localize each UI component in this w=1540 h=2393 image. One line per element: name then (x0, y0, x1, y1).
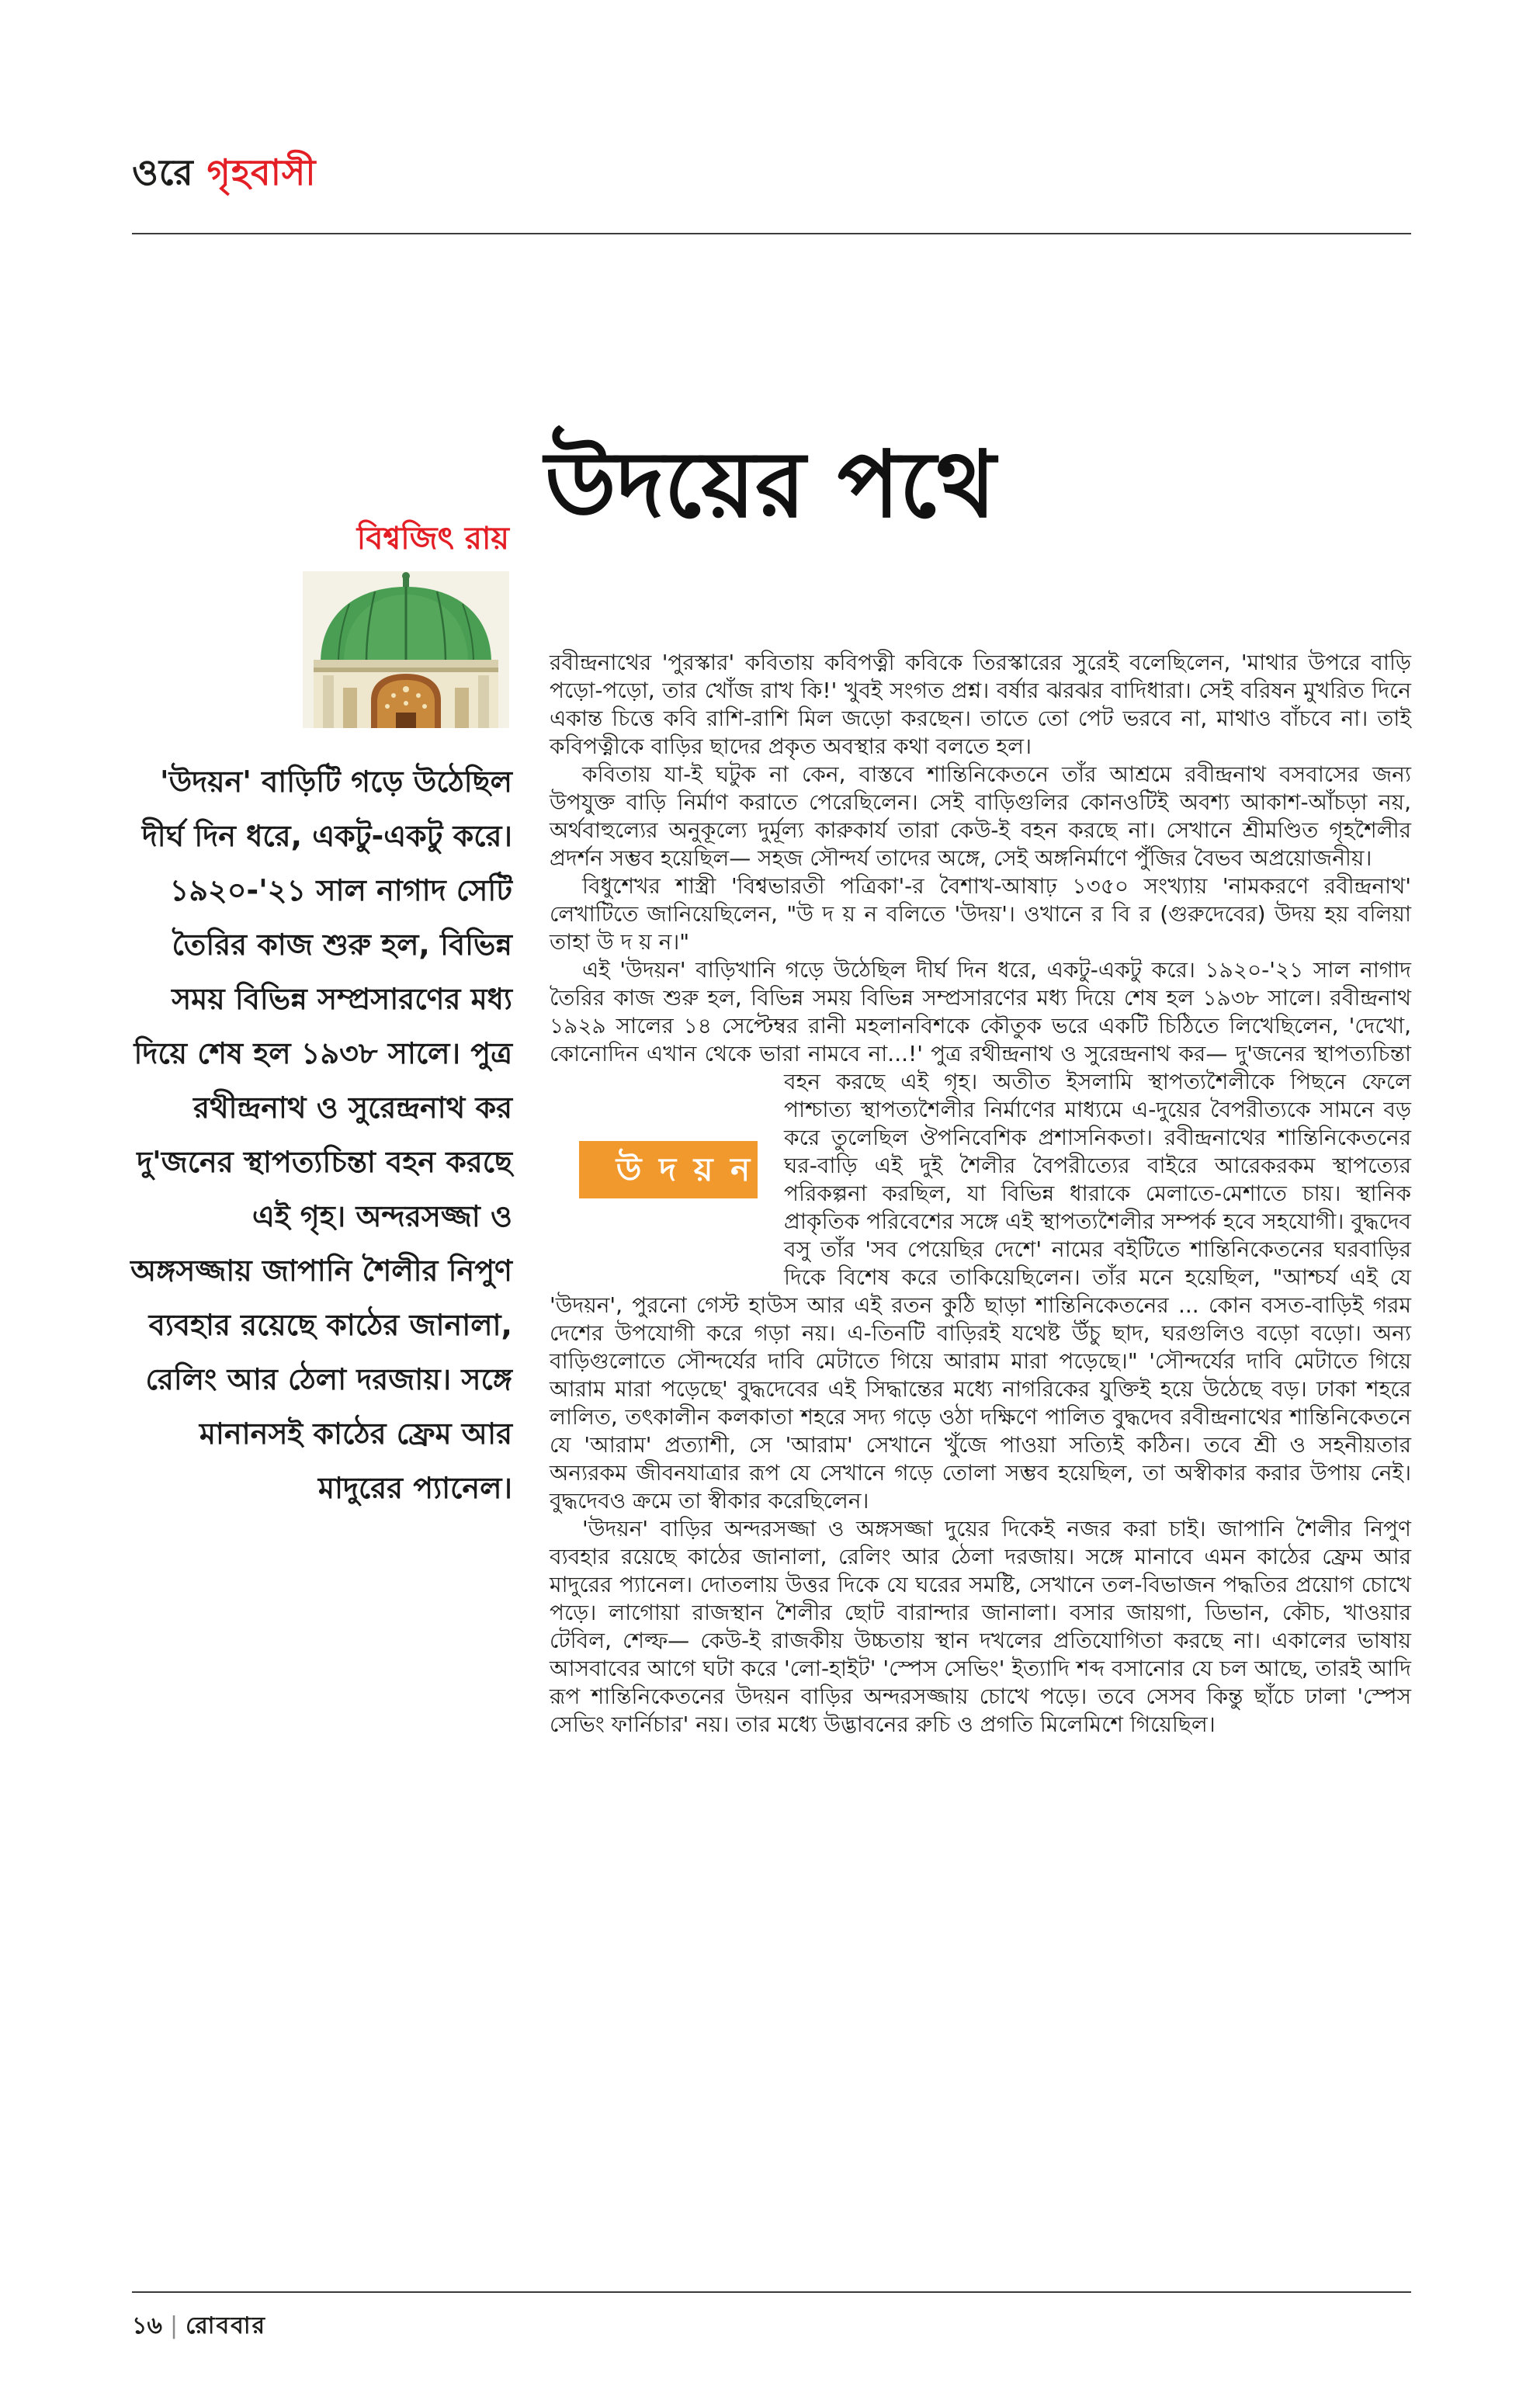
footer-separator: | (169, 2312, 179, 2339)
article-paragraph (550, 956, 1411, 1515)
masthead-word-black: ওরে (132, 151, 207, 193)
masthead-word-red: গৃহবাসী (206, 151, 317, 193)
udayan-dome-illustration (303, 571, 509, 728)
footer-rule (132, 2291, 1411, 2293)
article-paragraph: রবীন্দ্রনাথের 'পুরস্কার' কবিতায় কবিপত্নী কবিকে তিরস্কারের সুরেই বলেছিলেন, 'মাথার উপরে বাড়ি পড়ো-পড়ো, তার খোঁজ রাখ কি!' খুবই সংগত প্রশ্ন। বর্ষার ঝরঝর বাদিধারা। সেই বরিষন মুখরিত দিনে একান্ত চিত্তে কবি রাশি-রাশি মিল জড়ো করছেন। তাতে তো পেট ভরবে না, মাথাও বাঁচবে না। তাই কবিপত্নীকে বাড়ির ছাদের প্রকৃত অবস্থার কথা বলতে হল। (550, 650, 1411, 759)
article-paragraph: কবিতায় যা-ই ঘটুক না কেন, বাস্তবে শান্তিনিকেতনে তাঁর আশ্রমে রবীন্দ্রনাথ বসবাসের জন্য উপযুক্ত বাড়ি নির্মাণ করাতে পেরেছিলেন। সেই বাড়িগুলির কোনওটিই অবশ্য আকাশ-আঁচড়া নয়, অর্থবাহুল্যের অনুকূল্যে দুর্মূল্য কারুকার্য তারা কেউ-ই বহন করছে না। সেখানে শ্রীমণ্ডিত গৃহশৈলীর প্রদর্শন সম্ভব হয়েছিল— সহজ সৌন্দর্য তাদের অঙ্গে, সেই অঙ্গনির্মাণে পুঁজির বৈভব অপ্রয়োজনীয়। (550, 761, 1411, 871)
paragraph-segment: মেলাতে-মেশাতে চায়। স্থানিক প্রাকৃতিক পরিবেশের সঙ্গে এই স্থাপত্যশৈলীর সম্পর্ক হবে সহযোগী। বুদ্ধদেব বসু তাঁর 'সব পেয়েছির দেশে' নামের বইটিতে শান্তিনিকেতনের ঘরবাড়ির দিকে বিশেষ করে তাকিয়েছিলেন। তাঁর মনে হয়েছিল, "আশ্চর্য এই যে 'উদয়ন', পুরনো গেস্ট হাউস আর এই রতন কুঠি ছাড়া শান্তিনিকেতনের ... কোন বসত-বাড়িই গরম দেশের উপযোগী করে গড়া নয়। এ-তিনটি বাড়িরই যথেষ্ট উঁচু ছাদ, ঘরগুলিও বড়ো বড়ো। অন্য বাড়িগুলোতে সৌন্দর্যের দাবি মেটাতে গিয়ে আরাম মারা পড়েছে।" 'সৌন্দর্যের দাবি মেটাতে গিয়ে আরাম মারা পড়েছে' বুদ্ধদেবের এই সিদ্ধান্তের মধ্যে নাগরিকের যুক্তিই হয়ে উঠেছে বড়। ঢাকা শহরে লালিত, তৎকালীন কলকাতা শহরে সদ্য গড়ে ওঠা দক্ষিণে পালিত বুদ্ধদেব রবীন্দ্রনাথের শান্তিনিকেতনে যে 'আরাম' প্রত্যাশী, সে 'আরাম' সেখানে খুঁজে পাওয়া সত্যিই কঠিন। তবে শ্রী ও সহনীয়তার অন্যরকম জীবনযাত্রার রূপ যে সেখানে গড়ে তোলা সম্ভব হয়েছিল, তা অস্বীকার করার উপায় নেই। বুদ্ধদেবও ক্রমে তা স্বীকার করেছিলেন। (550, 1181, 1411, 1514)
udayan-label-box: উ দ য় ন (579, 1141, 758, 1198)
page-number: ১৬ (132, 2312, 162, 2339)
udayan-box-float (550, 1068, 784, 1279)
page-footer (132, 2307, 266, 2346)
top-rule (132, 233, 1411, 234)
pull-quote-column: 'উদয়ন' বাড়িটি গড়ে উঠেছিল দীর্ঘ দিন ধরে, একটু-একটু করে। ১৯২০-'২১ সাল নাগাদ সেটি তৈরির কাজ শুরু হল, বিভিন্ন সময় বিভিন্ন সম্প্রসারণের মধ্য দিয়ে শেষ হল ১৯৩৮ সালে। পুত্র রথীন্দ্রনাথ ও সুরেন্দ্রনাথ কর দু'জনের স্থাপত্যচিন্তা বহন করছে এই গৃহ। অন্দরসজ্জা ও অঙ্গসজ্জায় জাপানি শৈলীর নিপুণ ব্যবহার রয়েছে কাঠের জানালা, রেলিং আর ঠেলা দরজায়। সঙ্গে মানানসই কাঠের ফ্রেম আর মাদুরের প্যানেল। (130, 765, 512, 1505)
byline: বিশ্বজিৎ রায় (356, 521, 509, 557)
article-body (550, 649, 1411, 1739)
paragraph-segment: এই 'উদয়ন' বাড়িখানি গড়ে উঠেছিল দীর্ঘ দিন ধরে, একটু-একটু করে। ১৯২০-'২১ সাল নাগাদ তৈরির কাজ শুরু হল, বিভিন্ন সময় বিভিন্ন সম্প্রসারণের মধ্য দিয়ে শেষ হল ১৯৩৮ সালে। রবীন্দ্রনাথ ১৯২৯ সালের ১৪ সেপ্টেম্বর রানী মহলানবিশকে কৌতুক ভরে একটি চিঠিতে লিখেছিলেন, 'দেখো, কোনোদিন এখান থেকে ভারা নামবে না...!' পুত্র রথীন্দ্রনাথ ও সুরেন্দ্রনাথ কর— দু'জনের স্থাপত্যচিন্তা বহন করছে এই গৃহ। অতীত (550, 957, 1411, 1094)
dome-illustration-svg (303, 571, 509, 728)
magazine-title: রোববার (186, 2312, 267, 2339)
article-paragraph: বিধুশেখর শাস্ত্রী 'বিশ্বভারতী পত্রিকা'-র বৈশাখ-আষাঢ় ১৩৫০ সংখ্যায় 'নামকরণে রবীন্দ্রনাথ' লেখাটিতে জানিয়েছিলেন, "উ দ য় ন বলিতে 'উদয়'। ওখানে র বি র (গুরুদেবের) উদয় হয় বলিয়া তাহা উ দ য় ন।" (550, 873, 1411, 955)
section-masthead (132, 146, 316, 205)
article-paragraph: 'উদয়ন' বাড়ির অন্দরসজ্জা ও অঙ্গসজ্জা দুয়ের দিকেই নজর করা চাই। জাপানি শৈলীর নিপুণ ব্যবহার রয়েছে কাঠের জানালা, রেলিং আর ঠেলা দরজায়। সঙ্গে মানাবে এমন কাঠের ফ্রেম আর মাদুরের প্যানেল। দোতলায় উত্তর দিকে যে ঘরের সমষ্টি, সেখানে তল-বিভাজন পদ্ধতির প্রয়োগ চোখে পড়ে। লাগোয়া রাজস্থান শৈলীর ছোট বারান্দার জানালা। বসার জায়গা, ডিভান, কৌচ, খাওয়ার টেবিল, শেল্ফ— কেউ-ই রাজকীয় উচ্চতায় স্থান দখলের প্রতিযোগিতা করছে না। একালের ভাষায় আসবাবের আগে ঘটা করে 'লো-হাইট' 'স্পেস সেভিং' ইত্যাদি শব্দ বসানোর যে চল আছে, তারই আদি রূপ শান্তিনিকেতনের উদয়ন বাড়ির অন্দরসজ্জায় চোখে পড়ে। তবে সেসব কিন্তু ছাঁচে ঢালা 'স্পেস সেভিং ফার্নিচার' নয়। তার মধ্যে উদ্ভাবনের রুচি ও প্রগতি মিলেমিশে গিয়েছিল। (550, 1516, 1411, 1737)
article-headline: উদয়ের পথে (545, 431, 996, 538)
paragraph-segment: ইসলামি স্থাপত্যশৈলীকে পিছনে ফেলে পাশ্চাত্য স্থাপত্যশৈলীর নির্মাণের মাধ্যমে এ-দুয়ের বৈপরীত্যকে সামনে বড় করে তুলেছিল ঔপনিবেশিক প্রশাসনিকতা। রবীন্দ্রনাথের শান্তিনিকেতনের ঘর-বাড়ি এই দুই শৈলীর বৈপরীত্যের বাইরে আরেকরকম স্থাপত্যের পরিকল্পনা করছিল, যা বিভিন্ন ধারাকে (784, 1069, 1411, 1206)
